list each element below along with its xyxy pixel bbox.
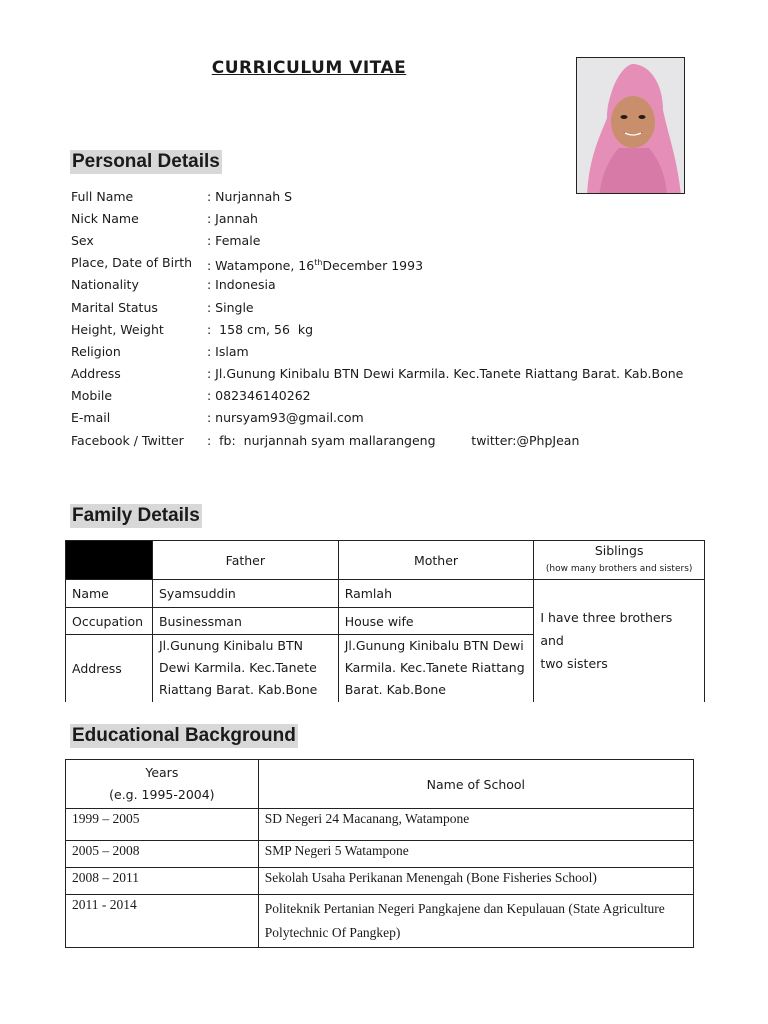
education-row bbox=[66, 809, 694, 841]
personal-value: : Jl.Gunung Kinibalu BTN Dewi Karmila. Kec.Tanete Riattang Barat. Kab.Bone bbox=[207, 366, 684, 381]
mother-address-line: Jl.Gunung Kinibalu BTN Dewi bbox=[344, 638, 524, 654]
personal-row-mobile bbox=[71, 385, 751, 407]
cv-title-text: CURRICULUM VITAE bbox=[211, 58, 407, 78]
birth-sup: th bbox=[314, 258, 323, 267]
mother-name: Ramlah bbox=[338, 580, 534, 608]
education-school-line: Polytechnic Of Pangkep) bbox=[264, 925, 401, 940]
education-school: SMP Negeri 5 Watampone bbox=[258, 841, 693, 868]
personal-label: Height, Weight bbox=[71, 322, 164, 337]
education-years: 2008 – 2011 bbox=[66, 868, 259, 895]
personal-label: E-mail bbox=[71, 410, 111, 425]
personal-label: Facebook / Twitter bbox=[71, 433, 184, 448]
personal-row-social bbox=[71, 430, 751, 452]
education-years: 2011 - 2014 bbox=[66, 895, 259, 948]
family-label-name: Name bbox=[66, 580, 153, 608]
father-occupation: Businessman bbox=[152, 608, 338, 635]
education-col-school: Name of School bbox=[258, 760, 693, 809]
personal-row-birth bbox=[71, 252, 751, 274]
personal-value: : nursyam93@gmail.com bbox=[207, 410, 364, 425]
family-details-heading: Family Details bbox=[72, 505, 200, 526]
personal-label: Address bbox=[71, 366, 121, 381]
family-row-name bbox=[66, 580, 705, 608]
personal-value: : fb: nurjannah syam mallarangeng twitter:@PhpJean bbox=[207, 433, 580, 448]
birth-pre: : Watampone, 16 bbox=[207, 258, 315, 274]
education-years: 1999 – 2005 bbox=[66, 809, 259, 841]
education-school: Sekolah Usaha Perikanan Menengah (Bone Fisheries School) bbox=[258, 868, 693, 895]
personal-row-nationality bbox=[71, 274, 751, 296]
father-address-line: Jl.Gunung Kinibalu BTN bbox=[158, 638, 303, 654]
personal-label: Nationality bbox=[71, 277, 139, 292]
personal-row-address bbox=[71, 363, 751, 385]
personal-value: : Nurjannah S bbox=[207, 189, 293, 204]
years-example: (e.g. 1995-2004) bbox=[109, 787, 215, 802]
personal-value: : Single bbox=[207, 300, 254, 315]
personal-row-marital bbox=[71, 297, 751, 319]
profile-photo bbox=[576, 57, 685, 194]
father-address-line: Dewi Karmila. Kec.Tanete bbox=[158, 660, 317, 676]
personal-label: Nick Name bbox=[71, 211, 139, 226]
personal-value: : 082346140262 bbox=[207, 388, 311, 403]
personal-details-heading: Personal Details bbox=[72, 151, 220, 172]
family-header-row bbox=[66, 541, 705, 580]
personal-row-religion bbox=[71, 341, 751, 363]
education-header-row bbox=[66, 760, 694, 809]
personal-label: Mobile bbox=[71, 388, 113, 403]
personal-row-height-weight bbox=[71, 319, 751, 341]
family-corner-cell bbox=[66, 541, 153, 580]
siblings-note: (how many brothers and sisters) bbox=[545, 564, 693, 574]
family-label-occupation: Occupation bbox=[66, 608, 153, 635]
mother-address-line: Karmila. Kec.Tanete Riattang bbox=[344, 660, 525, 676]
education-school bbox=[258, 895, 693, 948]
mother-address-line: Barat. Kab.Bone bbox=[344, 682, 446, 698]
profile-photo-image bbox=[577, 58, 685, 194]
personal-label: Full Name bbox=[71, 189, 134, 204]
personal-row-email bbox=[71, 407, 751, 429]
personal-row-full-name bbox=[71, 186, 751, 208]
father-address bbox=[152, 635, 338, 702]
family-col-siblings bbox=[534, 541, 705, 580]
personal-value: : Female bbox=[207, 233, 261, 248]
father-name: Syamsuddin bbox=[152, 580, 338, 608]
education-col-years bbox=[66, 760, 259, 809]
education-row bbox=[66, 868, 694, 895]
family-table bbox=[65, 540, 705, 702]
education-heading: Educational Background bbox=[72, 725, 296, 746]
personal-label: Religion bbox=[71, 344, 121, 359]
father-address-line: Riattang Barat. Kab.Bone bbox=[158, 682, 318, 698]
personal-label: Marital Status bbox=[71, 300, 158, 315]
siblings-value bbox=[534, 580, 705, 702]
personal-label: Place, Date of Birth bbox=[71, 255, 193, 270]
personal-value: : 158 cm, 56 kg bbox=[207, 322, 314, 337]
family-label-address: Address bbox=[66, 635, 153, 702]
years-heading: Years bbox=[145, 765, 179, 780]
personal-value: : Jannah bbox=[207, 211, 258, 226]
personal-row-sex bbox=[71, 230, 751, 252]
siblings-line-2: two sisters bbox=[540, 656, 608, 672]
mother-occupation: House wife bbox=[338, 608, 534, 635]
birth-post: December 1993 bbox=[322, 258, 424, 274]
education-years: 2005 – 2008 bbox=[66, 841, 259, 868]
personal-label: Sex bbox=[71, 233, 94, 248]
education-table bbox=[65, 759, 694, 948]
family-col-father: Father bbox=[152, 541, 338, 580]
family-col-mother: Mother bbox=[338, 541, 534, 580]
siblings-heading: Siblings bbox=[594, 543, 644, 558]
education-row bbox=[66, 841, 694, 868]
education-school: SD Negeri 24 Macanang, Watampone bbox=[258, 809, 693, 841]
education-row bbox=[66, 895, 694, 948]
personal-row-nick-name bbox=[71, 208, 751, 230]
personal-value: : Islam bbox=[207, 344, 249, 359]
mother-address bbox=[338, 635, 534, 702]
personal-value: : Indonesia bbox=[207, 277, 276, 292]
siblings-line-1: I have three brothers and bbox=[540, 610, 673, 649]
education-school-line: Politeknik Pertanian Negeri Pangkajene dan Kepulauan (State Agriculture bbox=[264, 901, 665, 916]
